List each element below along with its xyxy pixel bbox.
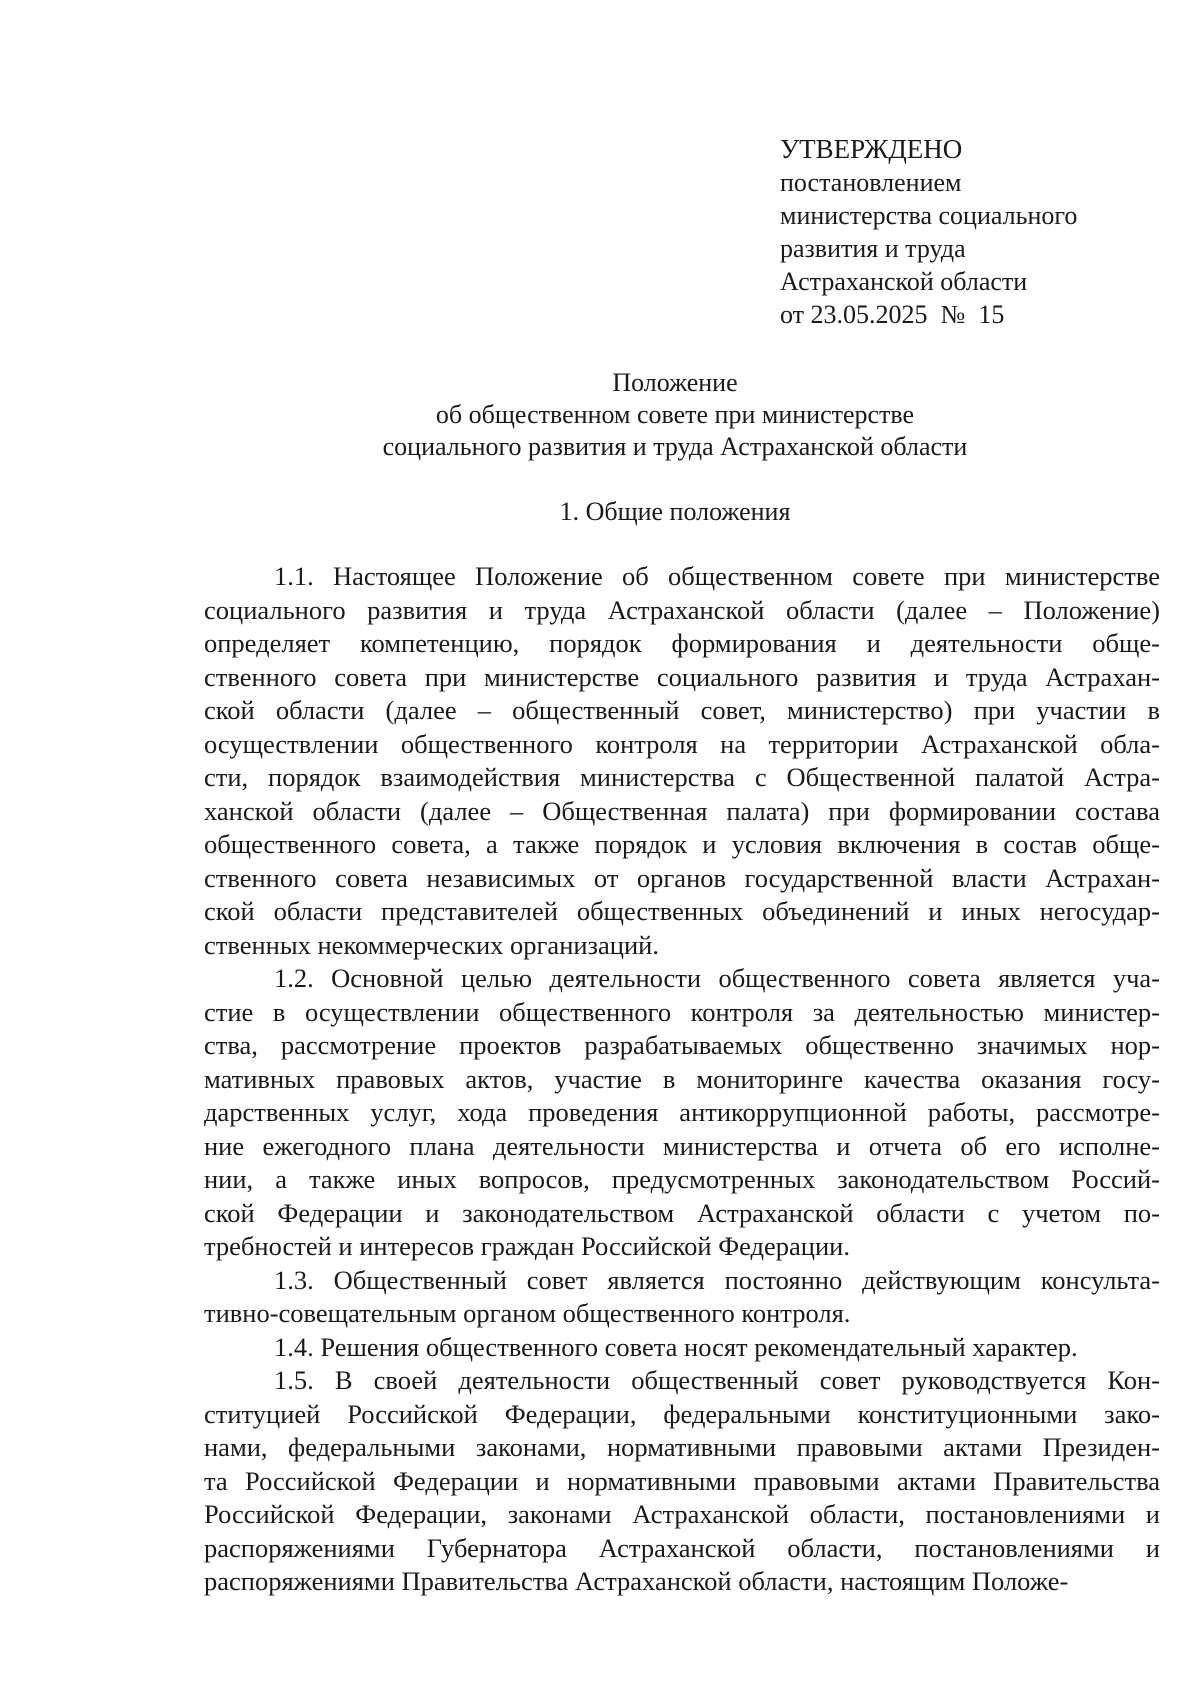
paragraph-line: ской области представителей общественных объединений и иных негосудар- xyxy=(204,896,1160,926)
paragraph-line: стие в осуществлении общественного контроля за деятельностью министер- xyxy=(204,996,1160,1027)
paragraph-line: 1.2. Основной целью деятельности общественного совета является уча- xyxy=(274,963,1160,993)
paragraph-1-5 xyxy=(204,1364,1160,1599)
paragraph-line: распоряжениями Губернатора Астраханской области, постановлениями и xyxy=(204,1532,1160,1563)
paragraph-line: Российской Федерации, законами Астраханской области, постановлениями и xyxy=(204,1499,1160,1529)
paragraph-1-2 xyxy=(204,962,1160,1264)
paragraph-line: общественного совета, а также порядок и условия включения в состав обще- xyxy=(204,829,1160,859)
approval-line: развития и труда xyxy=(780,234,966,263)
paragraph-line: та Российской Федерации и нормативными правовыми актами Правительства xyxy=(204,1465,1160,1496)
paragraph-line: сти, порядок взаимодействия министерства с Общественной палатой Астра- xyxy=(204,762,1160,792)
paragraph-line: ственного совета независимых от органов государственной власти Астрахан- xyxy=(204,862,1160,893)
paragraph-1-3 xyxy=(204,1264,1160,1331)
paragraph-line: требностей и интересов граждан Российской Федерации. xyxy=(204,1231,850,1261)
paragraph-line: ской области (далее – общественный совет, министерство) при участии в xyxy=(204,695,1160,725)
paragraph-line: ние ежегодного плана деятельности министерства и отчета об его исполне- xyxy=(204,1130,1160,1161)
paragraph-line: нии, а также иных вопросов, предусмотренных законодательством Россий- xyxy=(204,1164,1160,1194)
paragraph-line: ственных некоммерческих организаций. xyxy=(204,929,659,960)
approval-date-number: от 23.05.2025 № 15 xyxy=(780,300,1005,329)
paragraph-line: определяет компетенцию, порядок формирования и деятельности обще- xyxy=(204,628,1160,658)
approval-stamp-block xyxy=(780,133,1077,331)
document-heading-line: Положение xyxy=(612,368,738,397)
paragraph-line: ства, рассмотрение проектов разрабатываемых общественно значимых нор- xyxy=(204,1030,1160,1060)
paragraph-line: 1.4. Решения общественного совета носят рекомендательный характер. xyxy=(274,1331,1078,1362)
approval-line: Астраханской области xyxy=(780,267,1028,296)
paragraph-line: мативных правовых актов, участие в мониторинге качества оказания госу- xyxy=(204,1063,1160,1094)
paragraph-line: дарственных услуг, хода проведения антикоррупционной работы, рассмотре- xyxy=(204,1097,1160,1127)
section-title: 1. Общие положения xyxy=(559,497,791,526)
approval-line: министерства социального xyxy=(780,201,1078,230)
approval-title: УТВЕРЖДЕНО xyxy=(780,134,963,164)
paragraph-line: ханской области (далее – Общественная палата) при формировании состава xyxy=(204,795,1160,826)
paragraph-line: социального развития и труда Астраханской области (далее – Положение) xyxy=(204,594,1160,625)
document-heading-line: социального развития и труда Астраханской области xyxy=(382,432,968,461)
paragraph-line: распоряжениями Правительства Астраханской области, настоящим Положе- xyxy=(204,1566,1069,1596)
document-body xyxy=(204,560,1160,1599)
paragraph-line: 1.3. Общественный совет является постоянно действующим консульта- xyxy=(274,1264,1160,1295)
paragraph-line: ституцией Российской Федерации, федеральными конституционными зако- xyxy=(204,1398,1160,1429)
paragraph-line: осуществлении общественного контроля на территории Астраханской обла- xyxy=(204,728,1160,759)
approval-line: постановлением xyxy=(780,168,962,197)
paragraph-1-1 xyxy=(204,560,1160,962)
document-heading xyxy=(0,367,1200,463)
paragraph-line: нами, федеральными законами, нормативными правовыми актами Президен- xyxy=(204,1432,1160,1462)
document-heading-line: об общественном совете при министерстве xyxy=(435,400,915,429)
paragraph-1-4 xyxy=(204,1331,1160,1365)
paragraph-line: тивно-совещательным органом общественного контроля. xyxy=(204,1298,851,1328)
paragraph-line: ской Федерации и законодательством Астраханской области с учетом по- xyxy=(204,1197,1160,1228)
paragraph-line: 1.1. Настоящее Положение об общественном совете при министерстве xyxy=(274,561,1160,591)
paragraph-line: 1.5. В своей деятельности общественный совет руководствуется Кон- xyxy=(274,1365,1160,1395)
paragraph-line: ственного совета при министерстве социального развития и труда Астрахан- xyxy=(204,661,1160,692)
